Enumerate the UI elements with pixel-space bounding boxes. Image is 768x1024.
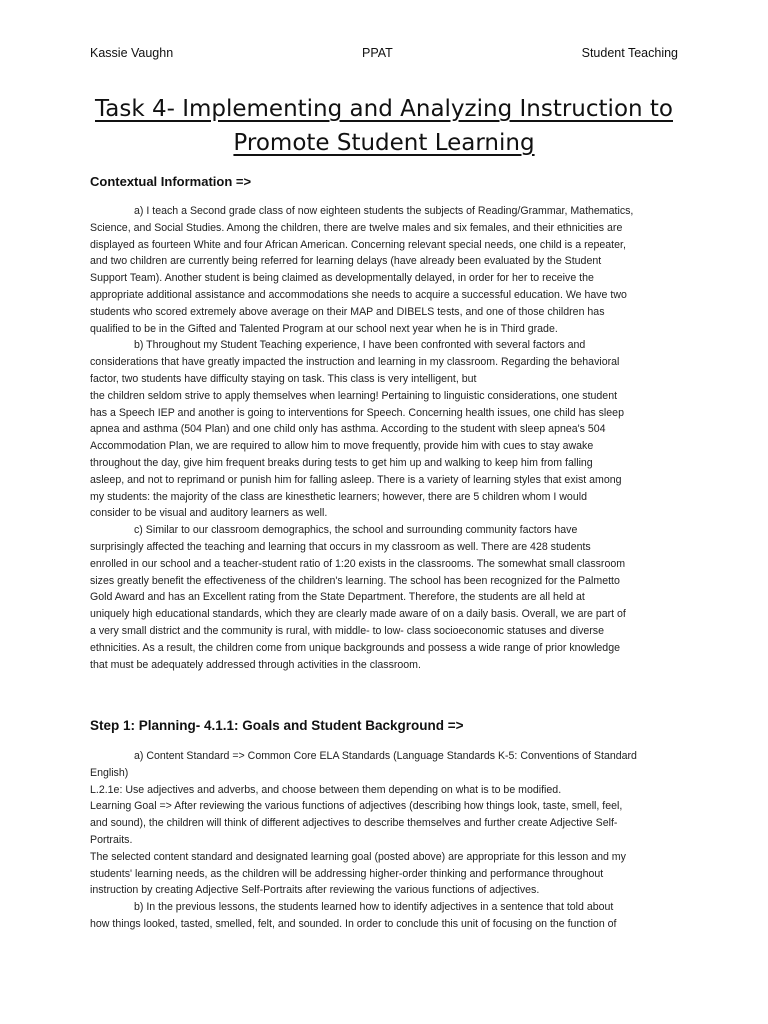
text-line: Gold Award and has an Excellent rating from the State Department. Therefore, the students are all held at xyxy=(90,591,585,604)
text-line: qualified to be in the Gifted and Talented Program at our school next year when he is in Third grade. xyxy=(90,322,558,335)
text-line: Support Team). Another student is being claimed as developmentally delayed, in order for her to receive the xyxy=(90,272,594,285)
text-line: enrolled in our school and a teacher-student ratio of 1:20 exists in the classrooms. The somewhat small classroom xyxy=(90,557,626,570)
text-line: that must be adequately addressed through activities in the classroom. xyxy=(90,658,421,671)
text-line: a) Content Standard => Common Core ELA Standards (Language Standards K-5: Conventions of Standard xyxy=(134,750,637,762)
text-line: throughout the day, give him frequent breaks during tests to get him up and walking to keep him from falling xyxy=(90,456,593,469)
text-line: instruction by creating Adjective Self-Portraits after reviewing the various functions of adjectives. xyxy=(90,884,540,897)
text-line: how things looked, tasted, smelled, felt, and sounded. In order to conclude this unit of focusing on the function of xyxy=(90,917,617,930)
step1-body xyxy=(90,748,682,933)
title-line-2: Promote Student Learning xyxy=(233,130,535,156)
header-author: Kassie Vaughn xyxy=(90,46,174,60)
header-center: PPAT xyxy=(362,46,393,60)
text-line: Accommodation Plan, we are required to allow him to move frequently, provide him with cues to stay awake xyxy=(90,440,594,453)
text-line: and two children are currently being referred for learning delays (have already been evaluated by the Student xyxy=(90,255,602,268)
text-line: the children seldom strive to apply themselves when learning! Pertaining to linguistic considerations, one student xyxy=(90,389,618,402)
text-line: Portraits. xyxy=(90,833,133,846)
page-header xyxy=(90,46,678,60)
text-line: considerations that have greatly impacted the instruction and learning in my classroom. Regarding the behavioral xyxy=(90,356,620,369)
text-line: ethnicities. As a result, the children come from unique backgrounds and possess a wide range of prior knowledge xyxy=(90,641,620,654)
text-line: consider to be visual and auditory learners as well. xyxy=(90,507,328,520)
text-line: Learning Goal => After reviewing the various functions of adjectives (describing how things look, taste, smell, feel, xyxy=(90,800,623,813)
title-line-1: Task 4- Implementing and Analyzing Instruction to xyxy=(95,96,673,122)
text-line: has a Speech IEP and another is going to interventions for Speech. Concerning health issues, one child has sleep xyxy=(90,406,624,419)
document-title xyxy=(60,92,708,160)
text-line: students' learning needs, as the children will be addressing higher-order thinking and performance throughout xyxy=(90,867,604,880)
contextual-body xyxy=(90,203,682,673)
text-line: a very small district and the community is rural, with middle- to low- class socioeconomic statuses and diverse xyxy=(90,624,604,637)
text-line: c) Similar to our classroom demographics, the school and surrounding community factors have xyxy=(134,524,578,537)
text-line: factor, two students have difficulty staying on task. This class is very intelligent, but xyxy=(90,372,477,385)
text-line: sizes greatly benefit the effectiveness of the children's learning. The school has been recognized for the Palmetto xyxy=(90,574,620,587)
text-line: English) xyxy=(90,766,129,779)
contextual-heading: Contextual Information => xyxy=(90,174,252,189)
text-line: my students: the majority of the class are kinesthetic learners; however, there are 5 children whom I would xyxy=(90,490,587,503)
text-line: appropriate additional assistance and accommodations she needs to acquire a successful education. We have two xyxy=(90,288,627,301)
text-line: asleep, and not to reprimand or punish him for falling asleep. There is a variety of learning styles that exist among xyxy=(90,473,622,486)
text-line: b) In the previous lessons, the students learned how to identify adjectives in a sentence that told about xyxy=(134,901,614,914)
text-line: students who scored extremely above average on their MAP and DIBELS tests, and one of those children has xyxy=(90,305,605,318)
text-line: surprisingly affected the teaching and learning that occurs in my classroom as well. There are 428 students xyxy=(90,540,591,553)
text-line: and sound), the children will think of different adjectives to describe themselves and further create Adjective Self- xyxy=(90,817,618,830)
step1-heading: Step 1: Planning- 4.1.1: Goals and Student Background => xyxy=(90,718,464,733)
text-line: b) Throughout my Student Teaching experience, I have been confronted with several factors and xyxy=(134,339,586,352)
text-line: a) I teach a Second grade class of now eighteen students the subjects of Reading/Grammar, Mathematics, xyxy=(134,205,634,217)
text-line: Science, and Social Studies. Among the children, there are twelve males and six females, and their ethnicities are xyxy=(90,221,623,234)
text-line: The selected content standard and designated learning goal (posted above) are appropriate for this lesson and my xyxy=(90,850,626,863)
text-line: apnea and asthma (504 Plan) and one child only has asthma. According to the student with sleep apnea's 504 xyxy=(90,423,606,436)
header-right: Student Teaching xyxy=(581,46,678,60)
text-line: uniquely high educational standards, which they are clearly made aware of on a daily basis. Overall, we are part of xyxy=(90,608,626,621)
text-line: L.2.1e: Use adjectives and adverbs, and choose between them depending on what is to be modified. xyxy=(90,783,562,796)
text-line: displayed as fourteen White and four African American. Concerning relevant special needs, one child is a repeater, xyxy=(90,238,626,251)
